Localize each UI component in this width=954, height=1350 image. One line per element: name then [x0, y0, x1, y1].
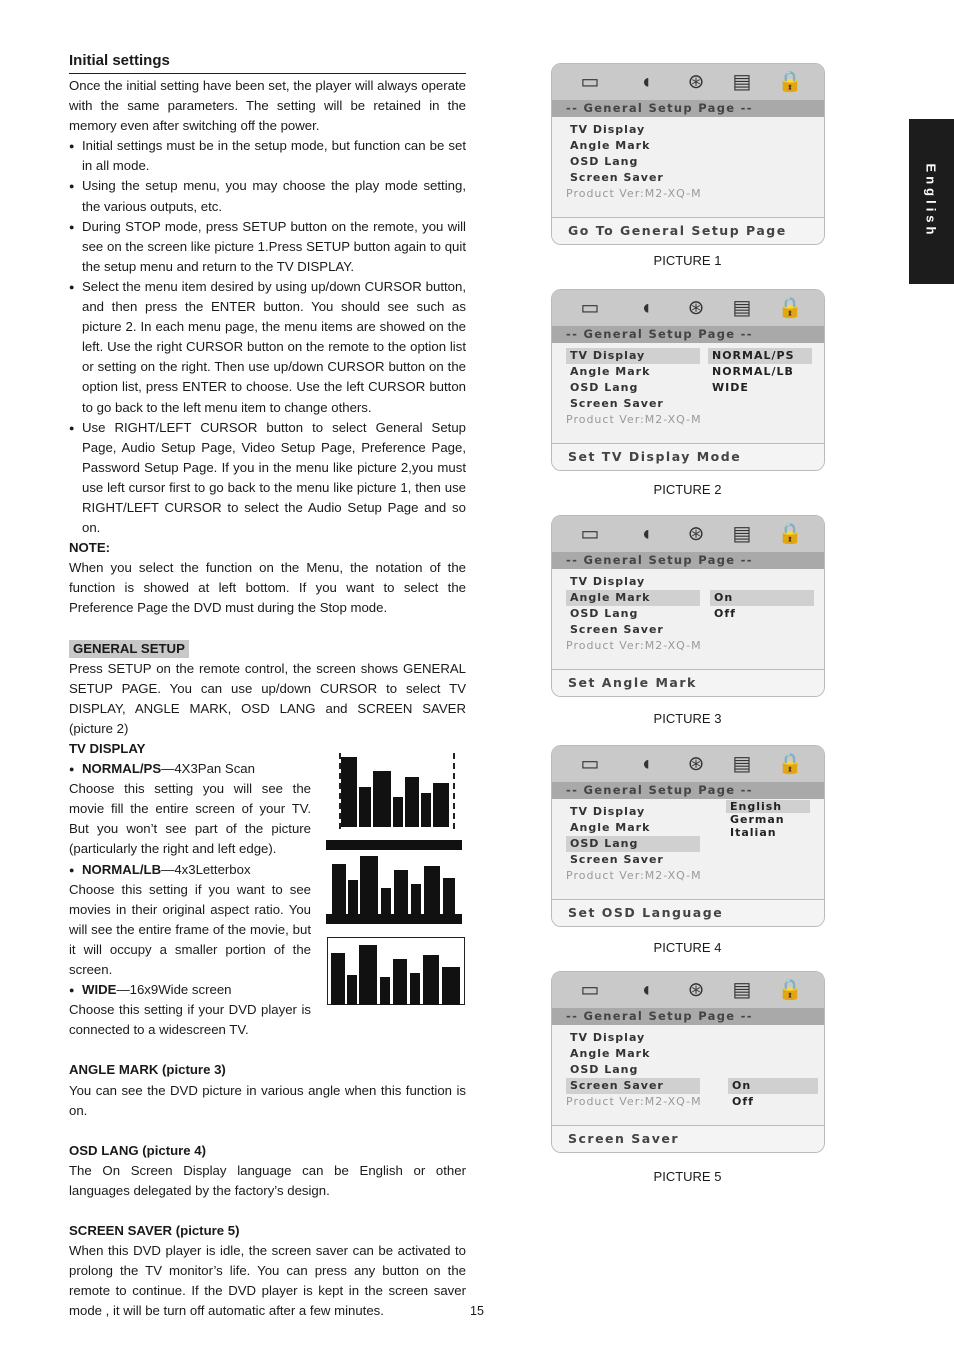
osd-item: Angle Mark	[570, 139, 651, 152]
osd-options	[730, 800, 810, 839]
preference-icon: ▤	[732, 979, 752, 1001]
general-setup-text: Press SETUP on the remote control, the screen shows GENERAL SETUP PAGE. You can use up/down CURSOR to select TV DISPLAY, ANGLE MARK, OSD LANG and SCREEN SAVER (picture 2)	[69, 660, 466, 736]
osd-icon-bar	[552, 64, 824, 100]
lock-icon: 🔒	[777, 753, 803, 775]
osd-header: -- General Setup Page --	[552, 100, 824, 117]
picture-caption: PICTURE 1	[653, 253, 722, 268]
osd-version: Product Ver:M2-XQ-M	[566, 413, 702, 426]
lock-icon: 🔒	[777, 71, 803, 93]
angle-mark-text: You can see the DVD picture in various angle when this function is on.	[69, 1082, 466, 1118]
tv-icon: ▭	[580, 979, 600, 1001]
pan-scan-illustration	[325, 753, 465, 831]
bullet-item: ● Using the setup menu, you may choose the play mode setting, the various outputs, etc.	[69, 176, 466, 216]
osd-header: -- General Setup Page --	[552, 1008, 824, 1025]
osd-option: Off	[714, 607, 736, 620]
note-text: When you select the function on the Menu, the notation of the function is showed at left bottom. If you want to select the Preference Page the DVD must during the Stop mode.	[69, 560, 466, 616]
osd-icon-bar	[552, 746, 824, 782]
preference-icon: ▤	[732, 297, 752, 319]
tv-icon: ▭	[580, 523, 600, 545]
osd-item: Screen Saver	[570, 397, 664, 410]
lock-icon: 🔒	[777, 979, 803, 1001]
letterbox-illustration	[326, 840, 462, 924]
picture-caption: PICTURE 4	[653, 940, 722, 955]
osd-item: TV Display	[570, 1031, 646, 1044]
speaker-icon: ◖	[639, 753, 653, 775]
osd-version: Product Ver:M2-XQ-M	[566, 187, 702, 200]
film-reel-icon: ⊛	[687, 297, 705, 319]
bullet-item: ● Use RIGHT/LEFT CURSOR button to select General Setup Page, Audio Setup Page, Video Setup Page, Preference Page, Password Setup Page. If you in the menu like picture 2,you must use left cursor first to go back to the menu like picture 1, then use RIGHT/LEFT CURSOR to select the Audio Setup Page and so on.	[69, 418, 466, 539]
note-label: NOTE:	[69, 540, 111, 556]
osd-option-selected: NORMAL/PS	[708, 348, 812, 364]
osd-item-selected: Screen Saver	[566, 1078, 700, 1094]
osd-option: NORMAL/LB	[712, 365, 794, 378]
screen-saver-text: When this DVD player is idle, the screen saver can be activated to prolong the TV monitor’s life. You can press any button on the remote to continue. If the DVD player is kept in the screen saver mode , it will be turn off automatic after a few minutes.	[69, 1243, 466, 1319]
film-reel-icon: ⊛	[687, 979, 705, 1001]
osd-footer: Go To General Setup Page	[552, 217, 824, 244]
option-name: NORMAL/LB	[82, 861, 162, 877]
osd-menu	[566, 804, 702, 884]
osd-item: OSD Lang	[570, 1063, 639, 1076]
osd-icon-bar	[552, 290, 824, 326]
osd-item: Angle Mark	[570, 821, 651, 834]
osd-header: -- General Setup Page --	[552, 552, 824, 569]
lock-icon: 🔒	[777, 523, 803, 545]
film-reel-icon: ⊛	[687, 523, 705, 545]
screen-saver-heading: SCREEN SAVER (picture 5)	[69, 1222, 240, 1238]
osd-screen-picture-5	[551, 971, 825, 1153]
speaker-icon: ◖	[639, 523, 653, 545]
language-label: English	[923, 163, 939, 239]
picture-caption: PICTURE 5	[653, 1169, 722, 1184]
preference-icon: ▤	[732, 523, 752, 545]
normal-lb-text: Choose this setting if you want to see movies in their original aspect ratio. You will see the entire frame of the movie, but it will occupy a smaller portion of the screen.	[69, 881, 311, 978]
osd-item: TV Display	[570, 575, 646, 588]
osd-item: TV Display	[570, 805, 646, 818]
film-reel-icon: ⊛	[687, 753, 705, 775]
osd-option: German	[730, 813, 785, 826]
osd-item: OSD Lang	[570, 381, 639, 394]
page-number: 15	[470, 1304, 484, 1318]
osd-menu	[566, 574, 702, 654]
tv-icon: ▭	[580, 753, 600, 775]
osd-item-selected: Angle Mark	[566, 590, 700, 606]
osd-options	[714, 590, 814, 622]
osd-icon-bar	[552, 516, 824, 552]
osd-lang-heading: OSD LANG (picture 4)	[69, 1142, 207, 1158]
picture-caption: PICTURE 3	[653, 711, 722, 726]
wide-text: Choose this setting if your DVD player is connected to a widescreen TV.	[69, 1002, 311, 1038]
osd-menu	[566, 348, 702, 428]
tv-display-heading: TV DISPLAY	[69, 741, 146, 756]
lock-icon: 🔒	[777, 297, 803, 319]
widescreen-illustration	[327, 937, 465, 1005]
osd-version: Product Ver:M2-XQ-M	[566, 869, 702, 882]
osd-item: Screen Saver	[570, 853, 664, 866]
option-desc: —4X3Pan Scan	[161, 761, 255, 777]
osd-option-selected: On	[728, 1078, 818, 1094]
option-desc: —16x9Wide screen	[116, 982, 232, 998]
osd-screen-picture-4	[551, 745, 825, 927]
osd-option: WIDE	[712, 381, 749, 394]
osd-options	[732, 1078, 818, 1110]
speaker-icon: ◖	[639, 71, 653, 93]
osd-menu	[566, 122, 702, 202]
osd-item: OSD Lang	[570, 607, 639, 620]
osd-version: Product Ver:M2-XQ-M	[566, 639, 702, 652]
osd-item: TV Display	[570, 123, 646, 136]
osd-item: Angle Mark	[570, 1047, 651, 1060]
bullet-item: ● Initial settings must be in the setup mode, but function can be set in all mode.	[69, 136, 466, 176]
angle-mark-heading: ANGLE MARK (picture 3)	[69, 1062, 226, 1078]
osd-screen-picture-2	[551, 289, 825, 471]
preference-icon: ▤	[732, 753, 752, 775]
osd-screen-picture-3	[551, 515, 825, 697]
intro-paragraph: Once the initial setting have been set, the player will always operate with the same parameters. The setting will be retained in the memory even after switching off the power.	[69, 78, 466, 134]
film-reel-icon: ⊛	[687, 71, 705, 93]
osd-header: -- General Setup Page --	[552, 326, 824, 343]
osd-option-selected: On	[710, 590, 814, 606]
osd-screen-picture-1	[551, 63, 825, 245]
normal-ps-text: Choose this setting you will see the movie fill the entire screen of your TV. But you won’t see part of the picture (particularly the right and left edge).	[69, 781, 311, 857]
osd-version: Product Ver:M2-XQ-M	[566, 1095, 702, 1108]
section-heading: Initial settings	[69, 52, 466, 74]
option-name: WIDE	[82, 982, 117, 998]
speaker-icon: ◖	[639, 979, 653, 1001]
option-name: NORMAL/PS	[82, 761, 162, 777]
osd-footer: Set Angle Mark	[552, 669, 824, 696]
osd-footer: Set OSD Language	[552, 899, 824, 926]
language-side-tab	[909, 119, 954, 284]
tv-icon: ▭	[580, 297, 600, 319]
option-desc: —4x3Letterbox	[161, 861, 251, 877]
osd-item: OSD Lang	[570, 155, 639, 168]
osd-option-selected: English	[726, 800, 810, 813]
tv-icon: ▭	[580, 71, 600, 93]
bullet-item: ● Select the menu item desired by using up/down CURSOR button, and then press the ENTER button. You should see such as picture 2. In each menu page, the menu items are showed on the left. Use the right CURSOR button on the remote to the option list or setting on the right. Then use up/down CURSOR button on the option list, press ENTER to choose. Use the left CURSOR button to go back to the left menu item to change others.	[69, 277, 466, 418]
osd-lang-text: The On Screen Display language can be English or other languages delegated by the factory’s design.	[69, 1162, 466, 1198]
osd-item: Angle Mark	[570, 365, 651, 378]
osd-option: Italian	[730, 826, 777, 839]
preference-icon: ▤	[732, 71, 752, 93]
osd-footer: Set TV Display Mode	[552, 443, 824, 470]
osd-item: Screen Saver	[570, 623, 664, 636]
osd-item-selected: TV Display	[566, 348, 700, 364]
osd-menu	[566, 1030, 702, 1110]
bullet-item: ● During STOP mode, press SETUP button on the remote, you will see on the screen like picture 1.Press SETUP button again to quit the setup menu and return to the TV DISPLAY.	[69, 217, 466, 277]
speaker-icon: ◖	[639, 297, 653, 319]
osd-item-selected: OSD Lang	[566, 836, 700, 852]
general-setup-label: GENERAL SETUP	[69, 640, 189, 658]
osd-item: Screen Saver	[570, 171, 664, 184]
osd-icon-bar	[552, 972, 824, 1008]
osd-options	[712, 348, 812, 396]
text-column	[69, 52, 466, 1321]
osd-header: -- General Setup Page --	[552, 782, 824, 799]
picture-caption: PICTURE 2	[653, 482, 722, 497]
osd-footer: Screen Saver	[552, 1125, 824, 1152]
osd-option: Off	[732, 1095, 754, 1108]
